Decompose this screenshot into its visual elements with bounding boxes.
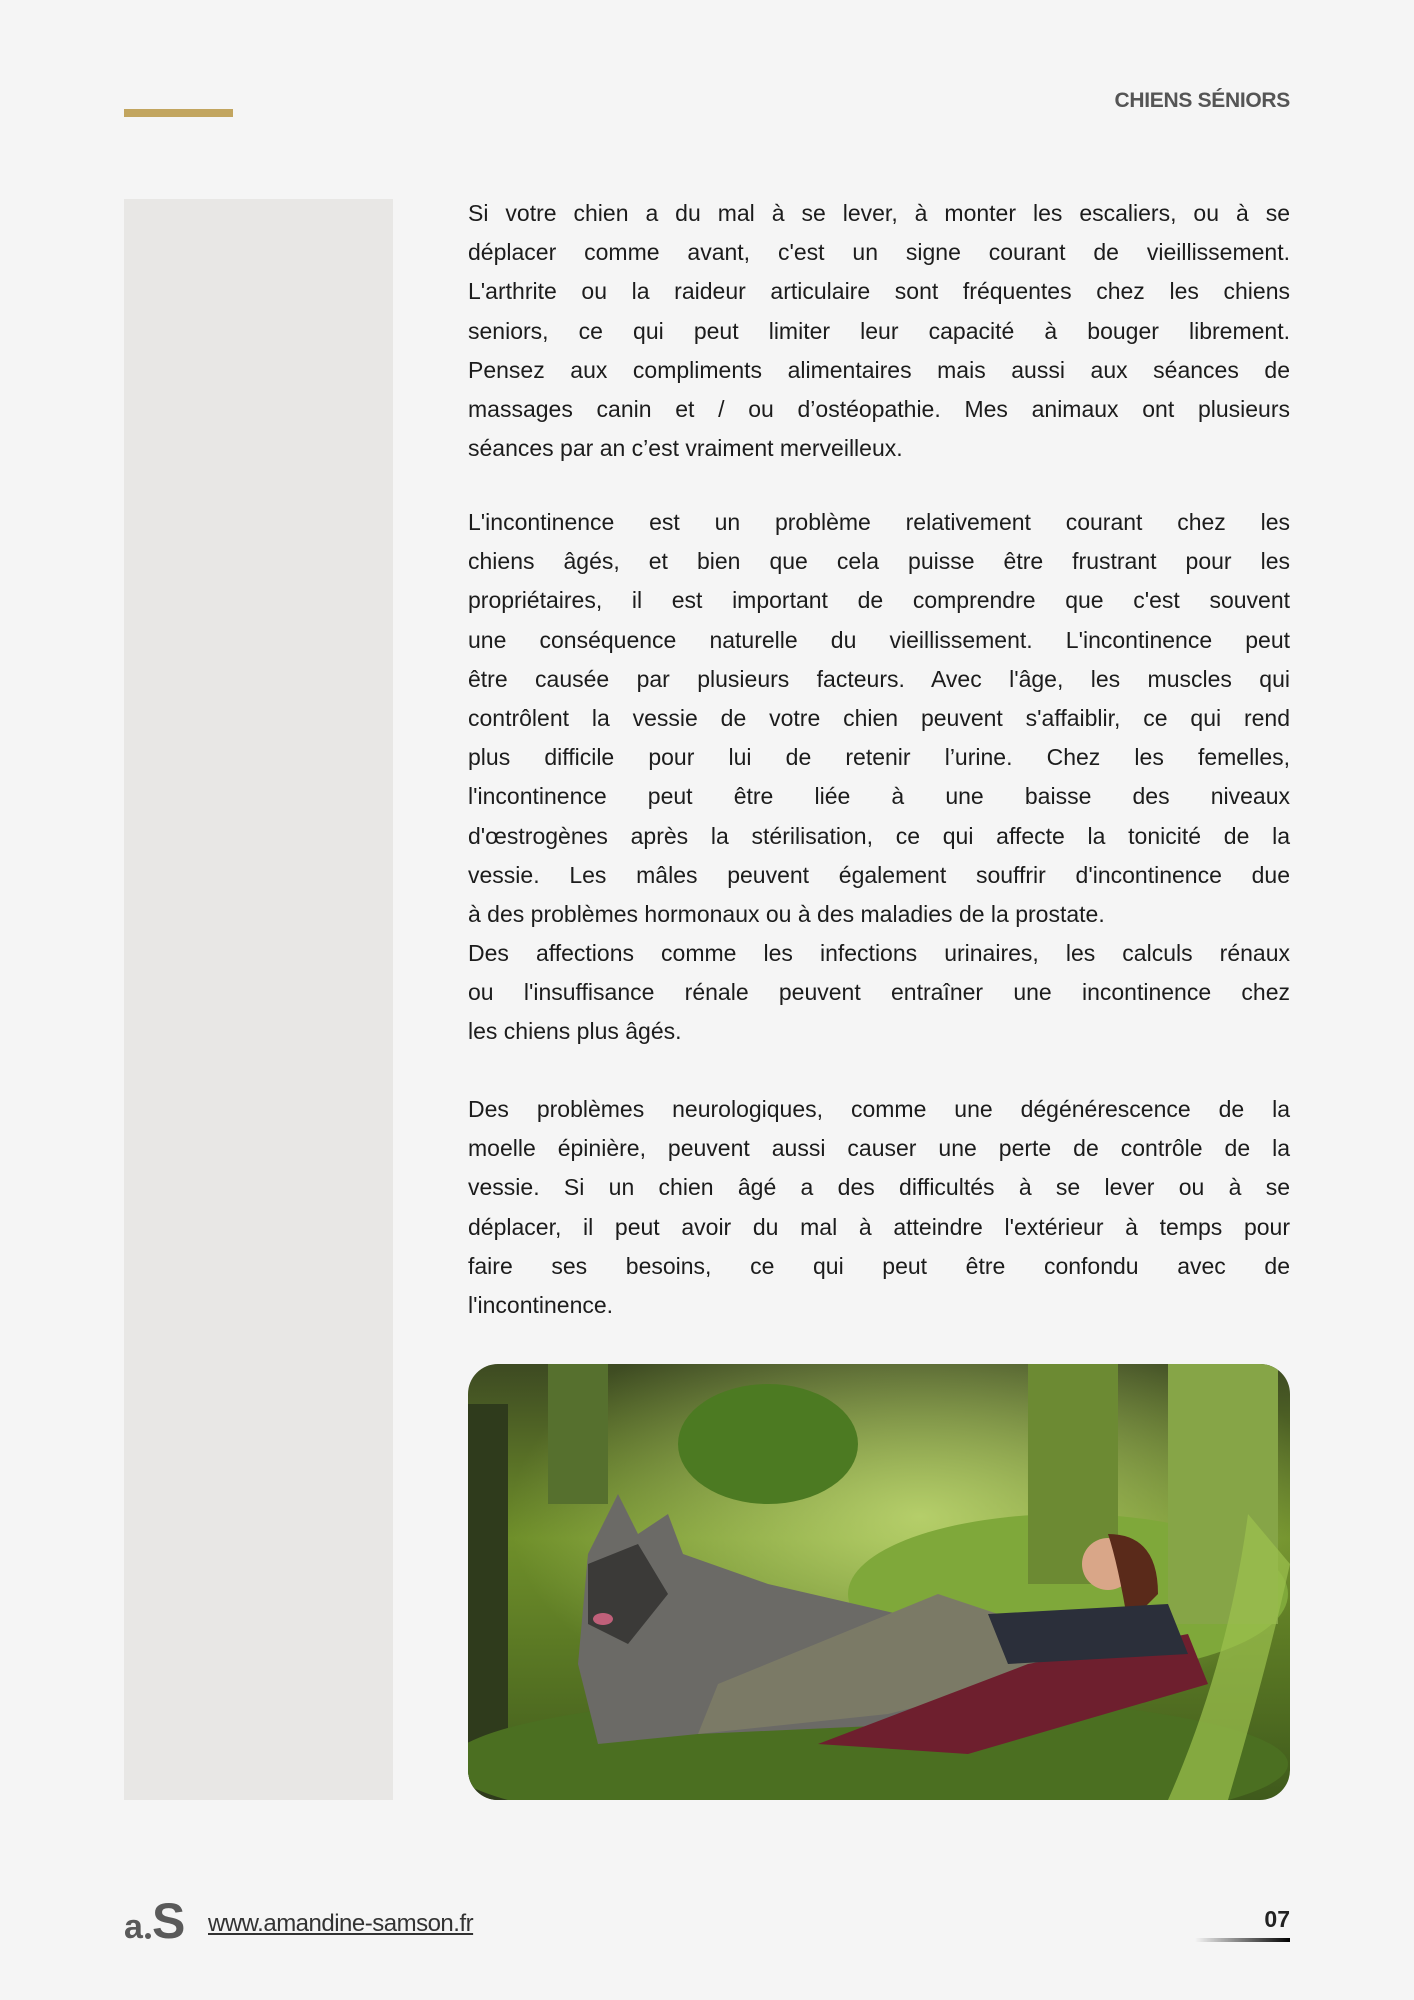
text-line: déplacer, il peut avoir du mal à atteindre l'extérieur à temps pour [468, 1213, 1290, 1240]
page-number: 07 [1264, 1906, 1290, 1932]
text-line: Des affections comme les infections urinaires, les calculs rénaux [468, 940, 1290, 967]
text-line: chiens âgés, et bien que cela puisse être frustrant pour les [468, 548, 1290, 575]
text-line: l'incontinence peut être liée à une baisse des niveaux [468, 783, 1290, 810]
text-line: à des problèmes hormonaux ou à des maladies de la prostate. [468, 900, 1105, 927]
text-line: Si votre chien a du mal à se lever, à monter les escaliers, ou à se [468, 200, 1290, 226]
text-line: contrôlent la vessie de votre chien peuvent s'affaiblir, ce qui rend [468, 704, 1290, 731]
text-line: plus difficile pour lui de retenir l’urine. Chez les femelles, [468, 744, 1290, 771]
text-line: d'œstrogènes après la stérilisation, ce qui affecte la tonicité de la [468, 822, 1290, 849]
text-line: moelle épinière, peuvent aussi causer une perte de contrôle de la [468, 1135, 1290, 1162]
website-link[interactable]: www.amandine-samson.fr [208, 1910, 474, 1937]
text-line: massages canin et / ou d’ostéopathie. Mes animaux ont plusieurs [468, 395, 1290, 422]
section-title: CHIENS SÉNIORS [1114, 89, 1290, 112]
text-line: seniors, ce qui peut limiter leur capacité à bouger librement. [468, 317, 1290, 344]
text-line: vessie. Si un chien âgé a des difficultés à se lever ou à se [468, 1174, 1290, 1201]
paragraph-1 [468, 194, 1290, 468]
page-number-underline [1195, 1938, 1290, 1942]
text-line: l'incontinence. [468, 1291, 614, 1318]
text-line: propriétaires, il est important de comprendre que c'est souvent [468, 587, 1290, 614]
paragraph-3 [468, 1090, 1290, 1325]
text-line: ou l'insuffisance rénale peuvent entraîner une incontinence chez [468, 979, 1290, 1006]
text-line: vessie. Les mâles peuvent également souffrir d'incontinence due [468, 861, 1290, 888]
brand-logo [124, 1896, 190, 1942]
text-line: L'incontinence est un problème relativement courant chez les [468, 509, 1290, 535]
text-line: Des problèmes neurologiques, comme une dégénérescence de la [468, 1096, 1290, 1122]
accent-bar [124, 109, 233, 117]
photo-dog-and-woman-in-forest [468, 1364, 1290, 1800]
text-line: L'arthrite ou la raideur articulaire sont fréquentes chez les chiens [468, 278, 1290, 305]
svg-text:S: S [152, 1896, 186, 1942]
text-line: déplacer comme avant, c'est un signe courant de vieillissement. [468, 239, 1290, 266]
text-line: les chiens plus âgés. [468, 1018, 682, 1045]
text-line: être causée par plusieurs facteurs. Avec l'âge, les muscles qui [468, 665, 1290, 692]
side-panel [124, 199, 393, 1800]
text-line: séances par an c’est vraiment merveilleux. [468, 435, 903, 462]
text-line: faire ses besoins, ce qui peut être confondu avec de [468, 1252, 1290, 1279]
text-line: une conséquence naturelle du vieillissement. L'incontinence peut [468, 626, 1290, 653]
svg-text:a: a [124, 1908, 143, 1942]
paragraph-2 [468, 503, 1290, 1052]
text-line: Pensez aux compliments alimentaires mais aussi aux séances de [468, 356, 1290, 383]
